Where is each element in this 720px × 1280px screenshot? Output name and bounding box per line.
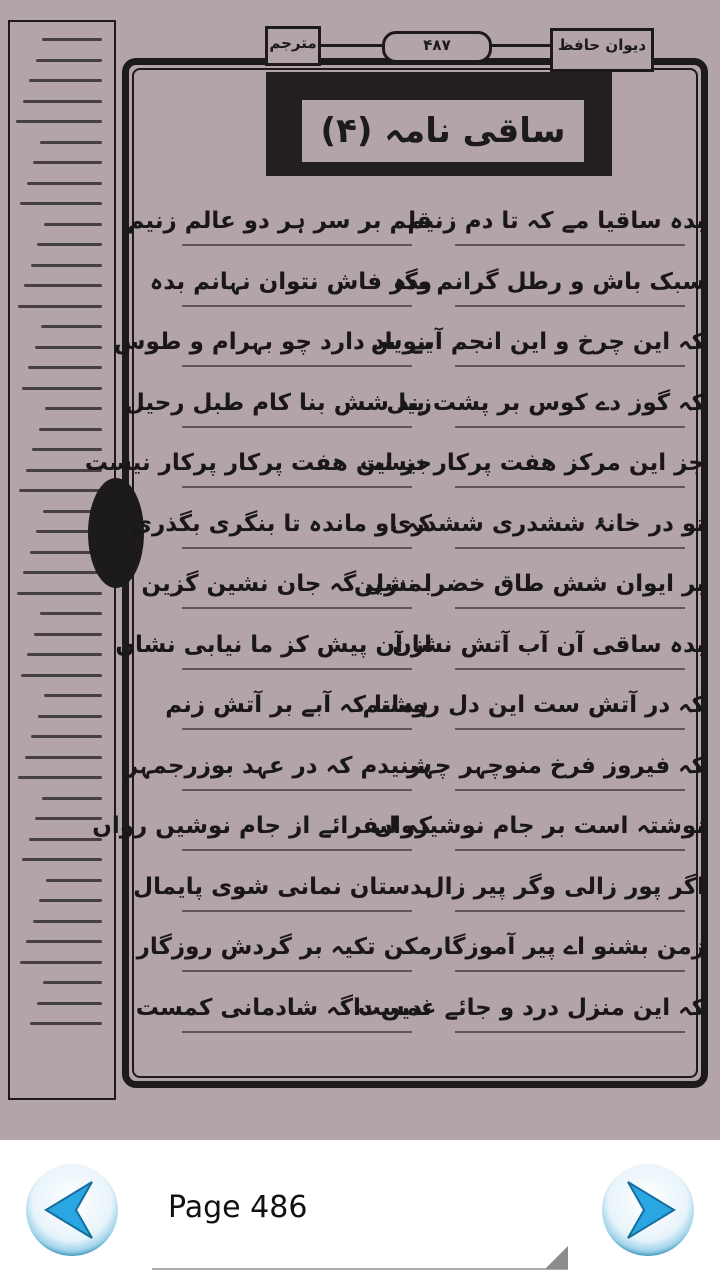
margin-note-line xyxy=(26,940,102,943)
verse-line: زند شش بنا کام طبل رحیل xyxy=(124,389,432,416)
margin-note-line xyxy=(18,305,103,308)
translation-line xyxy=(455,849,685,851)
margin-note-line xyxy=(44,223,103,226)
translation-line xyxy=(182,547,412,549)
translation-line xyxy=(455,244,685,246)
translation-line xyxy=(455,668,685,670)
verse-line: تو در خانۂ ششدری ششدری xyxy=(390,510,705,537)
header-book-title: دیوان حافظ xyxy=(550,28,654,72)
margin-note-line xyxy=(43,981,102,984)
verse-line: کہ گوز دے کوس بر پشت پیل xyxy=(386,389,705,416)
page-field-underline xyxy=(152,1268,568,1270)
verse-line: زمن بشنو اے پیر آموزگار xyxy=(430,934,705,960)
previous-page-button[interactable] xyxy=(26,1164,118,1256)
translation-line xyxy=(455,305,685,307)
arrow-right-icon xyxy=(602,1164,694,1256)
translation-line xyxy=(455,728,685,730)
margin-note-line xyxy=(37,243,102,246)
verse-line: قلم بر سر ہر دو عالم زنیم xyxy=(127,208,432,234)
translation-line xyxy=(182,305,412,307)
verse-line: بدستان نمانی شوی پایمال xyxy=(133,873,432,900)
margin-note-line xyxy=(34,633,103,636)
margin-note-line xyxy=(29,79,102,82)
verse-line: کہ این منزل درد و جائے غمست xyxy=(357,994,705,1021)
translation-line xyxy=(455,1031,685,1033)
dropdown-corner-icon[interactable] xyxy=(545,1246,568,1269)
verse-line: بدہ ساقیا مے کہ تا دم زنیم xyxy=(407,208,705,234)
verse-line: از آن پیش کز ما نیابی نشان xyxy=(115,631,432,658)
translation-line xyxy=(182,910,412,912)
verse-line: وگر فاش نتوان نہانم بدہ xyxy=(149,268,432,295)
margin-note-line xyxy=(39,899,102,902)
margin-note-line xyxy=(21,674,103,677)
translation-line xyxy=(455,910,685,912)
verse-line: بدہ ساقی آن آب آتش نشان xyxy=(392,631,705,658)
translation-line xyxy=(182,1031,412,1033)
margin-note-line xyxy=(38,715,103,718)
margin-note-line xyxy=(17,592,103,595)
verse-line: ہمانا کہ آبے بر آتش زنم xyxy=(165,692,429,718)
next-page-button[interactable] xyxy=(602,1164,694,1256)
header-page-number: ۴۸۷ xyxy=(382,31,492,63)
margin-note-line xyxy=(31,735,102,738)
margin-note-line xyxy=(23,100,103,103)
verse-line: جز این مرکز هفت پرکار نیست xyxy=(359,450,705,476)
margin-note-line xyxy=(18,776,102,779)
translation-line xyxy=(455,789,685,791)
margin-note-line xyxy=(35,346,103,349)
margin-note-line xyxy=(27,182,103,185)
margin-note-line xyxy=(36,59,103,62)
verse-line: کہ لبفرائے از جام نوشیں رواں xyxy=(92,813,432,839)
verse-line: بمنزل گہ جان نشین گزین xyxy=(141,571,432,597)
margin-note-line xyxy=(19,489,102,492)
verse-line: کہ در آتش ست این دل روشنم xyxy=(362,692,705,718)
margin-note-line xyxy=(45,407,102,410)
margin-note-line xyxy=(41,325,102,328)
margin-note-line xyxy=(28,366,102,369)
margin-note-line xyxy=(42,797,103,800)
verse-line: اگر پور زالی وگر پیر زال xyxy=(424,873,705,900)
chapter-title: ساقی نامہ (۴) xyxy=(302,100,584,162)
arrow-left-icon xyxy=(26,1164,118,1256)
margin-note-line xyxy=(16,120,102,123)
translation-line xyxy=(455,607,685,609)
translation-line xyxy=(455,426,685,428)
page-number-label: Page 486 xyxy=(168,1190,308,1225)
margin-note-line xyxy=(31,264,103,267)
margin-note-line xyxy=(24,284,102,287)
verse-line: بر ایوان شش طاق خضرا نشین xyxy=(354,571,705,597)
verse-line: کہ این چرخ و این انجم آبنوس xyxy=(370,329,705,355)
translation-line xyxy=(182,426,412,428)
margin-note-line xyxy=(20,961,103,964)
translation-line xyxy=(182,728,412,730)
verse-line: نوشتہ است بر جام نوشیرواں xyxy=(373,813,705,839)
margin-note-line xyxy=(44,694,102,697)
verse-line: ندیں داگہ شادمانی کمست xyxy=(135,994,432,1021)
header-translator: مترجم xyxy=(265,26,321,66)
translation-line xyxy=(182,849,412,851)
translation-line xyxy=(455,970,685,972)
margin-note-line xyxy=(27,653,102,656)
margin-note-line xyxy=(20,202,102,205)
margin-note-line xyxy=(33,920,103,923)
margin-note-line xyxy=(40,612,102,615)
translation-line xyxy=(182,365,412,367)
translation-line xyxy=(182,244,412,246)
verse-line: شنیدم کہ در عہد بوزرجمہر xyxy=(124,752,432,779)
margin-note-line xyxy=(23,571,102,574)
translation-line xyxy=(182,970,412,972)
margin-note-line xyxy=(37,1002,103,1005)
margin-note-line xyxy=(42,38,102,41)
page-navigation-bar xyxy=(0,1140,720,1280)
verse-line: کہ فیروز فرخ منوچہر چہر xyxy=(407,752,705,779)
verse-line: کہ او ماندہ تا بنگری بگذری xyxy=(130,510,432,537)
margin-note-line xyxy=(29,838,103,841)
margin-note-line xyxy=(40,141,103,144)
translation-line xyxy=(182,789,412,791)
margin-note-line xyxy=(22,858,102,861)
margin-note-line xyxy=(22,387,103,390)
verse-line: سبک باش و رطل گرانم بدہ xyxy=(393,268,705,295)
translation-line xyxy=(182,486,412,488)
verse-line: مکن تکیہ بر گردش روزگار xyxy=(136,934,432,960)
translation-line xyxy=(455,486,685,488)
translation-line xyxy=(182,668,412,670)
margin-note-line xyxy=(33,161,102,164)
verse-line: بے یاد دارد چو بہرام و طوس xyxy=(113,329,432,355)
translation-line xyxy=(182,607,412,609)
margin-note-line xyxy=(30,1022,102,1025)
translation-line xyxy=(455,365,685,367)
margin-note-line xyxy=(25,756,103,759)
verse-line: جز این هفت پرکار پرکار نیست xyxy=(84,450,432,476)
translation-line xyxy=(455,547,685,549)
margin-note-line xyxy=(46,879,103,882)
margin-note-line xyxy=(39,428,103,431)
